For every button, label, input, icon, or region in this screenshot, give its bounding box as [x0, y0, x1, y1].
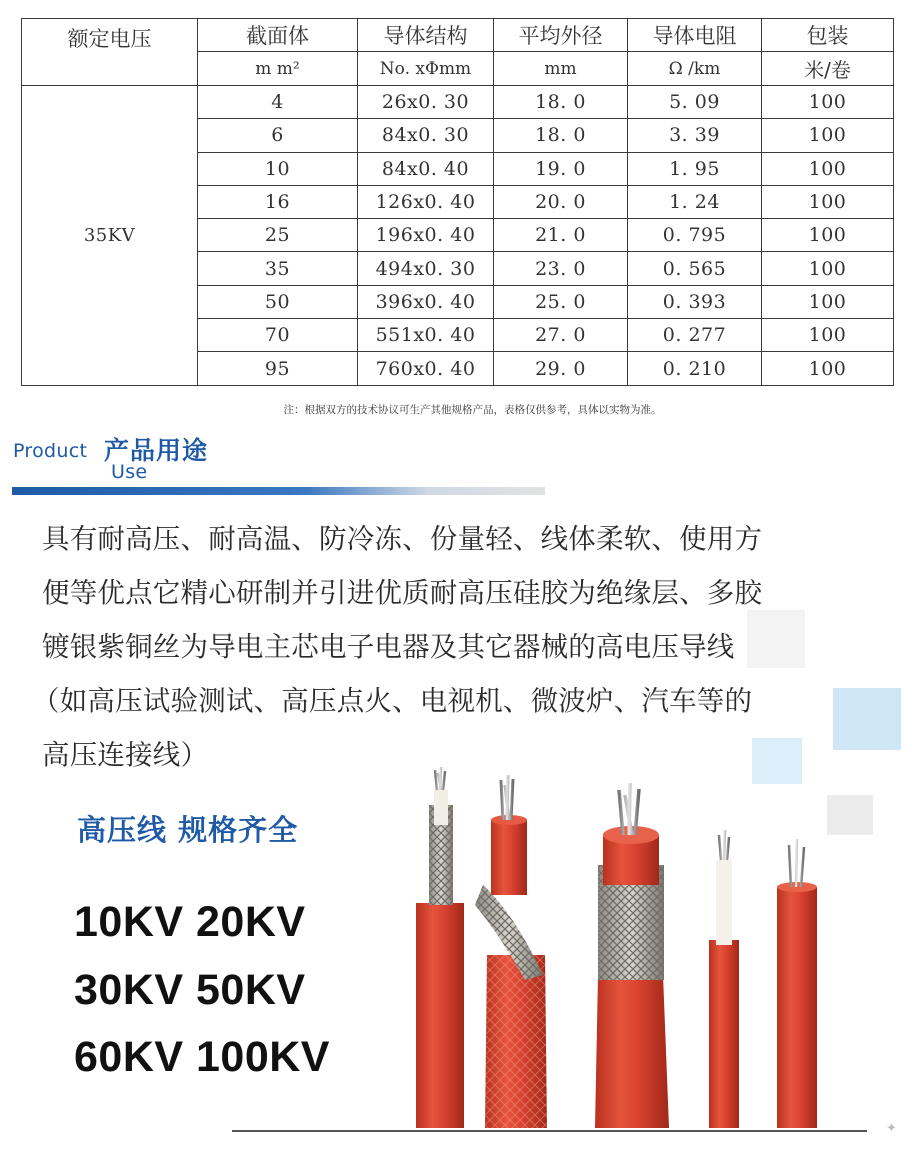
cell-structure: 396x0. 40	[358, 285, 494, 318]
cell-structure: 84x0. 30	[358, 119, 494, 152]
cell-section: 25	[198, 219, 358, 252]
cables-image	[405, 765, 875, 1130]
header-resistance: 导体电阻	[628, 19, 762, 52]
cell-resistance: 0. 795	[628, 219, 762, 252]
kv-line: 60KV 100KV	[74, 1033, 330, 1081]
unit-diameter: mm	[494, 52, 628, 86]
cable-5	[777, 839, 817, 1128]
cell-diameter: 19. 0	[494, 152, 628, 185]
cell-packing: 100	[762, 252, 894, 285]
cell-resistance: 0. 210	[628, 352, 762, 385]
description-line: 具有耐高压、耐高温、防冷冻、份量轻、线体柔软、使用方	[42, 523, 763, 555]
specs-title: 高压线 规格齐全	[77, 813, 299, 847]
cell-section: 35	[198, 252, 358, 285]
cell-packing: 100	[762, 119, 894, 152]
kv-line: 30KV 50KV	[74, 966, 306, 1014]
cell-packing: 100	[762, 185, 894, 218]
cell-diameter: 18. 0	[494, 119, 628, 152]
cell-packing: 100	[762, 152, 894, 185]
spec-table	[21, 18, 894, 386]
cable-3	[595, 783, 669, 1128]
cell-resistance: 3. 39	[628, 119, 762, 152]
corner-mark: ✦	[886, 1121, 897, 1136]
cell-resistance: 1. 24	[628, 185, 762, 218]
cell-resistance: 0. 277	[628, 319, 762, 352]
cell-packing: 100	[762, 219, 894, 252]
bottom-divider	[232, 1130, 867, 1132]
cell-resistance: 1. 95	[628, 152, 762, 185]
cell-diameter: 21. 0	[494, 219, 628, 252]
kv-line: 10KV 20KV	[74, 898, 306, 946]
description	[32, 512, 872, 782]
cell-structure: 551x0. 40	[358, 319, 494, 352]
product-use-en-line1: Product	[13, 440, 88, 462]
cell-diameter: 27. 0	[494, 319, 628, 352]
cell-section: 50	[198, 285, 358, 318]
cable-1	[416, 767, 464, 1128]
cell-structure: 126x0. 40	[358, 185, 494, 218]
cell-structure: 494x0. 30	[358, 252, 494, 285]
unit-section: m m²	[198, 52, 358, 86]
cell-section: 16	[198, 185, 358, 218]
description-line: 便等优点它精心研制并引进优质耐高压硅胶为绝缘层、多胶	[42, 577, 763, 609]
cell-structure: 84x0. 40	[358, 152, 494, 185]
cell-section: 10	[198, 152, 358, 185]
cell-section: 95	[198, 352, 358, 385]
header-voltage: 额定电压	[22, 19, 198, 86]
unit-structure: No. xΦmm	[358, 52, 494, 86]
description-line: 镀银紫铜丝为导电主芯电子电器及其它器械的高电压导线	[42, 631, 735, 663]
cell-packing: 100	[762, 285, 894, 318]
header-packing: 包装	[762, 19, 894, 52]
table-row	[22, 86, 894, 119]
product-use-title: 产品用途	[104, 436, 209, 465]
unit-packing: 米/卷	[762, 52, 894, 86]
cell-section: 4	[198, 86, 358, 119]
header-diameter: 平均外径	[494, 19, 628, 52]
cable-4	[709, 830, 739, 1128]
unit-resistance: Ω /km	[628, 52, 762, 86]
cell-resistance: 5. 09	[628, 86, 762, 119]
table-header-row	[22, 19, 894, 52]
cell-packing: 100	[762, 86, 894, 119]
description-line: （如高压试验测试、高压点火、电视机、微波炉、汽车等的	[32, 685, 753, 717]
cell-diameter: 18. 0	[494, 86, 628, 119]
cell-resistance: 0. 393	[628, 285, 762, 318]
header-structure: 导体结构	[358, 19, 494, 52]
cell-diameter: 20. 0	[494, 185, 628, 218]
table-body	[22, 86, 894, 386]
cell-diameter: 25. 0	[494, 285, 628, 318]
cell-packing: 100	[762, 352, 894, 385]
header-section: 截面体	[198, 19, 358, 52]
cell-structure: 26x0. 30	[358, 86, 494, 119]
cell-voltage: 35KV	[22, 86, 198, 386]
cell-structure: 760x0. 40	[358, 352, 494, 385]
cell-section: 70	[198, 319, 358, 352]
description-line: 高压连接线）	[42, 739, 209, 771]
table-note: 注：根据双方的技术协议可生产其他规格产品，表格仅供参考，具体以实物为准。	[283, 404, 662, 416]
cell-diameter: 29. 0	[494, 352, 628, 385]
cable-2	[475, 775, 547, 1128]
cell-resistance: 0. 565	[628, 252, 762, 285]
cell-packing: 100	[762, 319, 894, 352]
cell-structure: 196x0. 40	[358, 219, 494, 252]
product-use-en-line2: Use	[111, 461, 148, 483]
cell-diameter: 23. 0	[494, 252, 628, 285]
cell-section: 6	[198, 119, 358, 152]
section-divider	[12, 487, 545, 495]
